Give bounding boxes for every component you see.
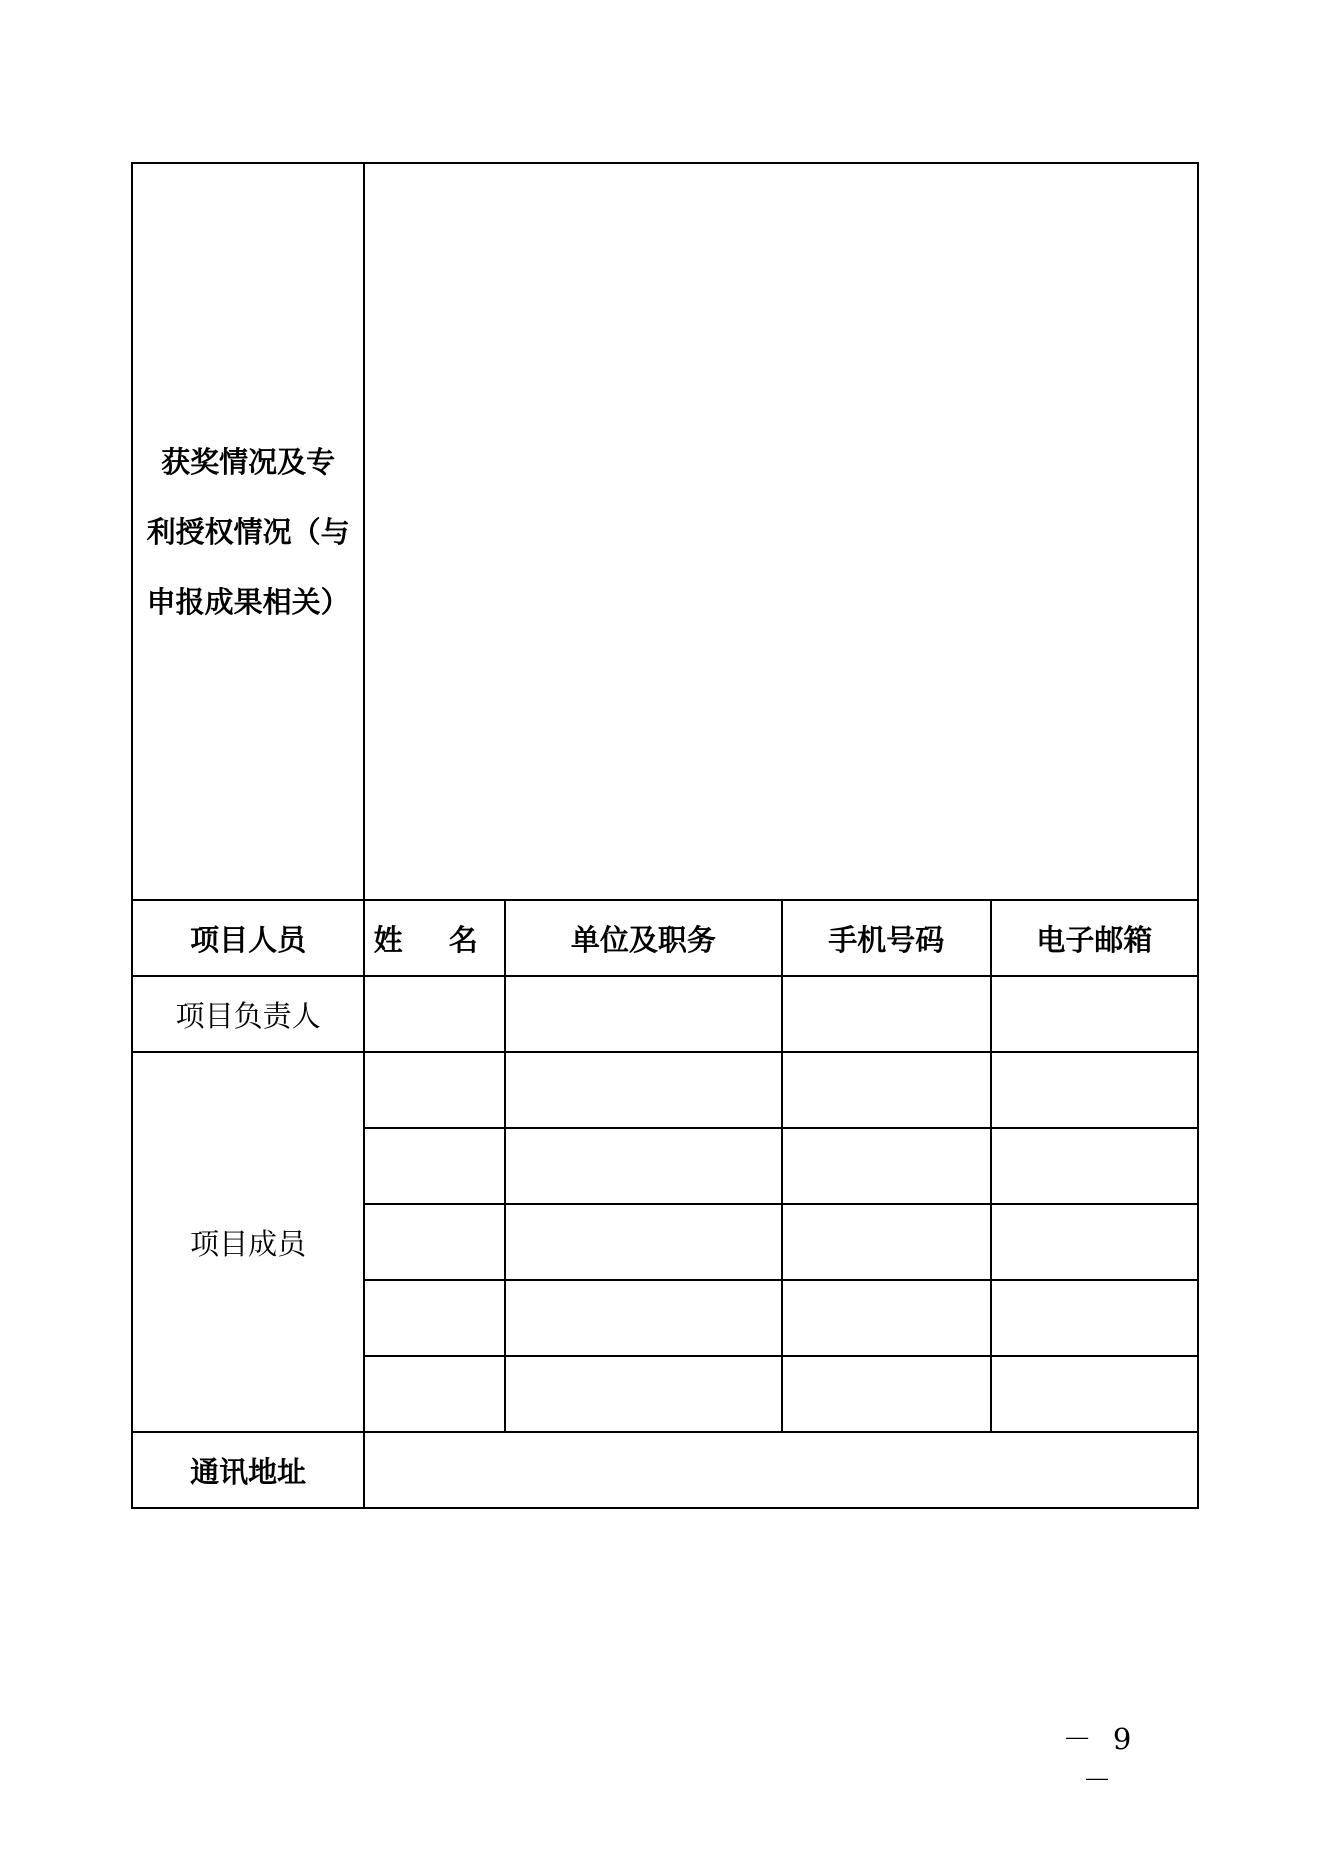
member-email-cell[interactable]	[991, 1052, 1198, 1128]
member-email-cell[interactable]	[991, 1280, 1198, 1356]
members-label: 项目成员	[132, 1052, 364, 1432]
member-name-cell[interactable]	[364, 1204, 505, 1280]
member-name-cell[interactable]	[364, 1052, 505, 1128]
member-phone-cell[interactable]	[782, 1356, 991, 1432]
member-unit-cell[interactable]	[505, 1356, 782, 1432]
member-phone-cell[interactable]	[782, 1204, 991, 1280]
member-unit-cell[interactable]	[505, 1052, 782, 1128]
member-unit-cell[interactable]	[505, 1204, 782, 1280]
header-name: 姓 名	[364, 900, 505, 976]
member-email-cell[interactable]	[991, 1128, 1198, 1204]
awards-row	[132, 163, 1198, 900]
member-name-cell[interactable]	[364, 1356, 505, 1432]
member-phone-cell[interactable]	[782, 1052, 991, 1128]
awards-label-line-2: 利授权情况（与	[146, 514, 350, 549]
address-label: 通讯地址	[132, 1432, 364, 1508]
personnel-header-row	[132, 900, 1198, 976]
member-row	[132, 1052, 1198, 1128]
page-number: － 9 －	[1062, 1722, 1138, 1797]
awards-label-line-3: 申报成果相关）	[146, 584, 350, 619]
leader-email-cell[interactable]	[991, 976, 1198, 1052]
leader-row	[132, 976, 1198, 1052]
member-phone-cell[interactable]	[782, 1280, 991, 1356]
member-unit-cell[interactable]	[505, 1280, 782, 1356]
application-form-table	[131, 162, 1199, 1509]
header-unit-position: 单位及职务	[505, 900, 782, 976]
address-row	[132, 1432, 1198, 1508]
member-unit-cell[interactable]	[505, 1128, 782, 1204]
leader-phone-cell[interactable]	[782, 976, 991, 1052]
leader-unit-cell[interactable]	[505, 976, 782, 1052]
member-name-cell[interactable]	[364, 1128, 505, 1204]
leader-name-cell[interactable]	[364, 976, 505, 1052]
member-phone-cell[interactable]	[782, 1128, 991, 1204]
header-email: 电子邮箱	[991, 900, 1198, 976]
header-personnel: 项目人员	[132, 900, 364, 976]
address-value-cell[interactable]	[364, 1432, 1198, 1508]
awards-label-cell	[132, 163, 364, 900]
leader-label: 项目负责人	[132, 976, 364, 1052]
awards-label-line-1: 获奖情况及专	[161, 444, 336, 479]
member-email-cell[interactable]	[991, 1356, 1198, 1432]
awards-content-cell[interactable]	[364, 163, 1198, 900]
member-email-cell[interactable]	[991, 1204, 1198, 1280]
header-phone: 手机号码	[782, 900, 991, 976]
member-name-cell[interactable]	[364, 1280, 505, 1356]
